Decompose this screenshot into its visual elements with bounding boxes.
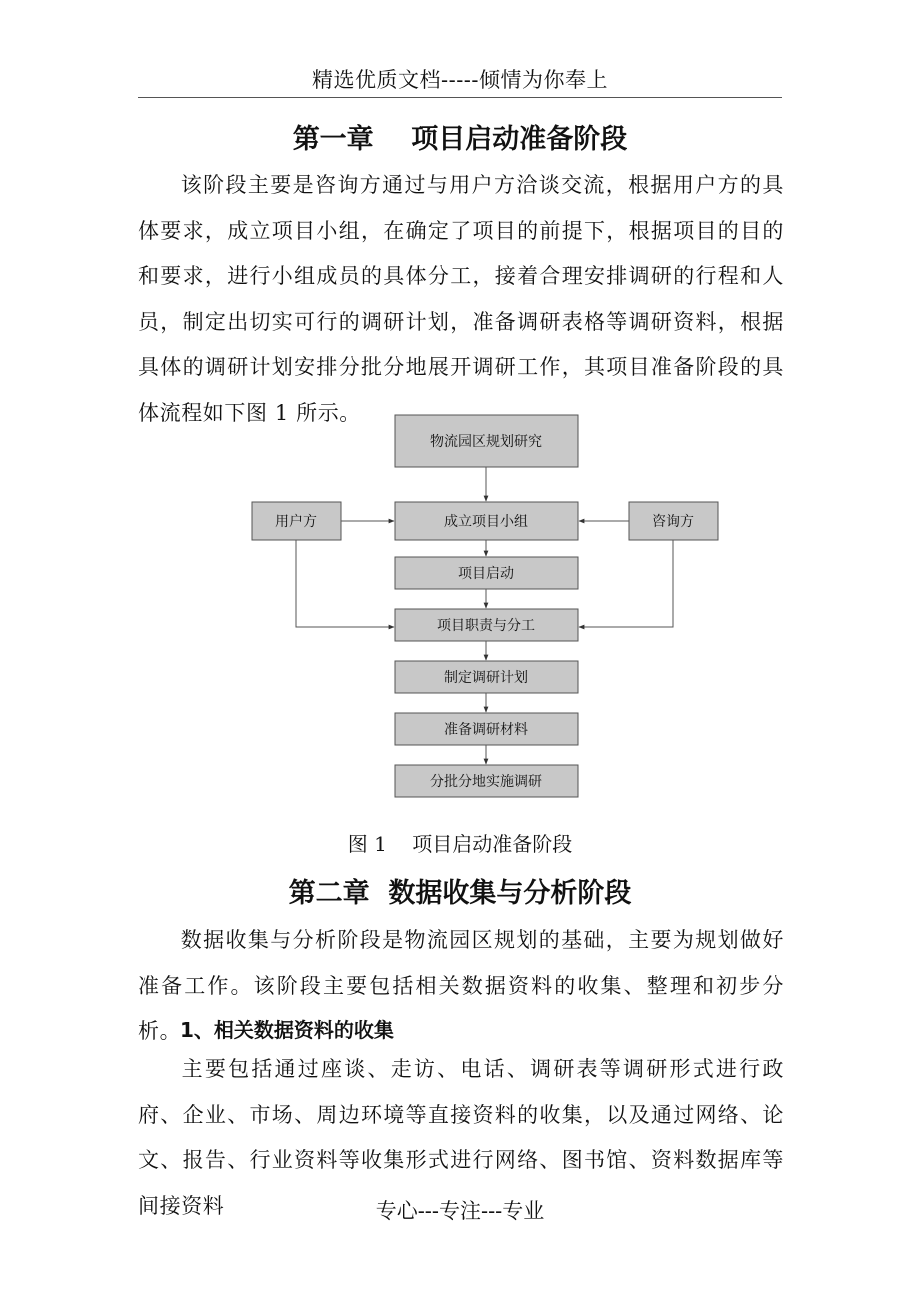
flow-box-top-label: 物流园区规划研究	[430, 434, 542, 450]
page-header: 精选优质文档-----倾情为你奉上	[312, 68, 608, 92]
section-1-heading: 1、相关数据资料的收集	[180, 1018, 394, 1042]
figure-caption: 图 1 项目启动准备阶段	[347, 832, 573, 856]
chapter-1-paragraph-text: 该阶段主要是咨询方通过与用户方洽谈交流，根据用户方的具体要求，成立项目小组，在确定了项目的前提下，根据项目的目的和要求，进行小组成员的具体分工，接着合理安排调研的行程和人员，制定出切实可行的调研计划，准备调研表格等调研资料，根据具体的调研计划安排分批分地展开调研工作，其项目准备阶段的具体流程如下图 1 所示。	[138, 173, 784, 425]
flow-step-2-label: 项目启动	[458, 566, 514, 582]
flow-step-5-label: 准备调研材料	[444, 722, 528, 738]
flow-box-left-label: 用户方	[275, 514, 317, 530]
flow-step-1-label: 成立项目小组	[444, 514, 528, 530]
chapter-1-paragraph	[138, 163, 784, 436]
flowchart	[240, 410, 730, 805]
flow-step-3-label: 项目职责与分工	[437, 618, 535, 634]
chapter-2-paragraph-text: 数据收集与分析阶段是物流园区规划的基础，主要为规划做好准备工作。该阶段主要包括相关数据资料的收集、整理和初步分析。	[138, 928, 784, 1043]
page-footer: 专心---专注---专业	[375, 1199, 545, 1223]
header-rule	[138, 97, 782, 98]
flow-step-6-label: 分批分地实施调研	[430, 774, 542, 790]
flow-box-right-label: 咨询方	[652, 514, 694, 530]
chapter-2-title: 第二章 数据收集与分析阶段	[288, 878, 632, 909]
flow-step-4-label: 制定调研计划	[444, 670, 528, 686]
flow-arrow-left-to-step3	[296, 540, 394, 627]
chapter-1-title: 第一章 项目启动准备阶段	[292, 124, 628, 155]
section-1-paragraph-text: 主要包括通过座谈、走访、电话、调研表等调研形式进行政府、企业、市场、周边环境等直接资料的收集，以及通过网络、论文、报告、行业资料等收集形式进行网络、图书馆、资料数据库等间接资料	[138, 1057, 784, 1218]
flow-arrow-right-to-step3	[579, 540, 673, 627]
